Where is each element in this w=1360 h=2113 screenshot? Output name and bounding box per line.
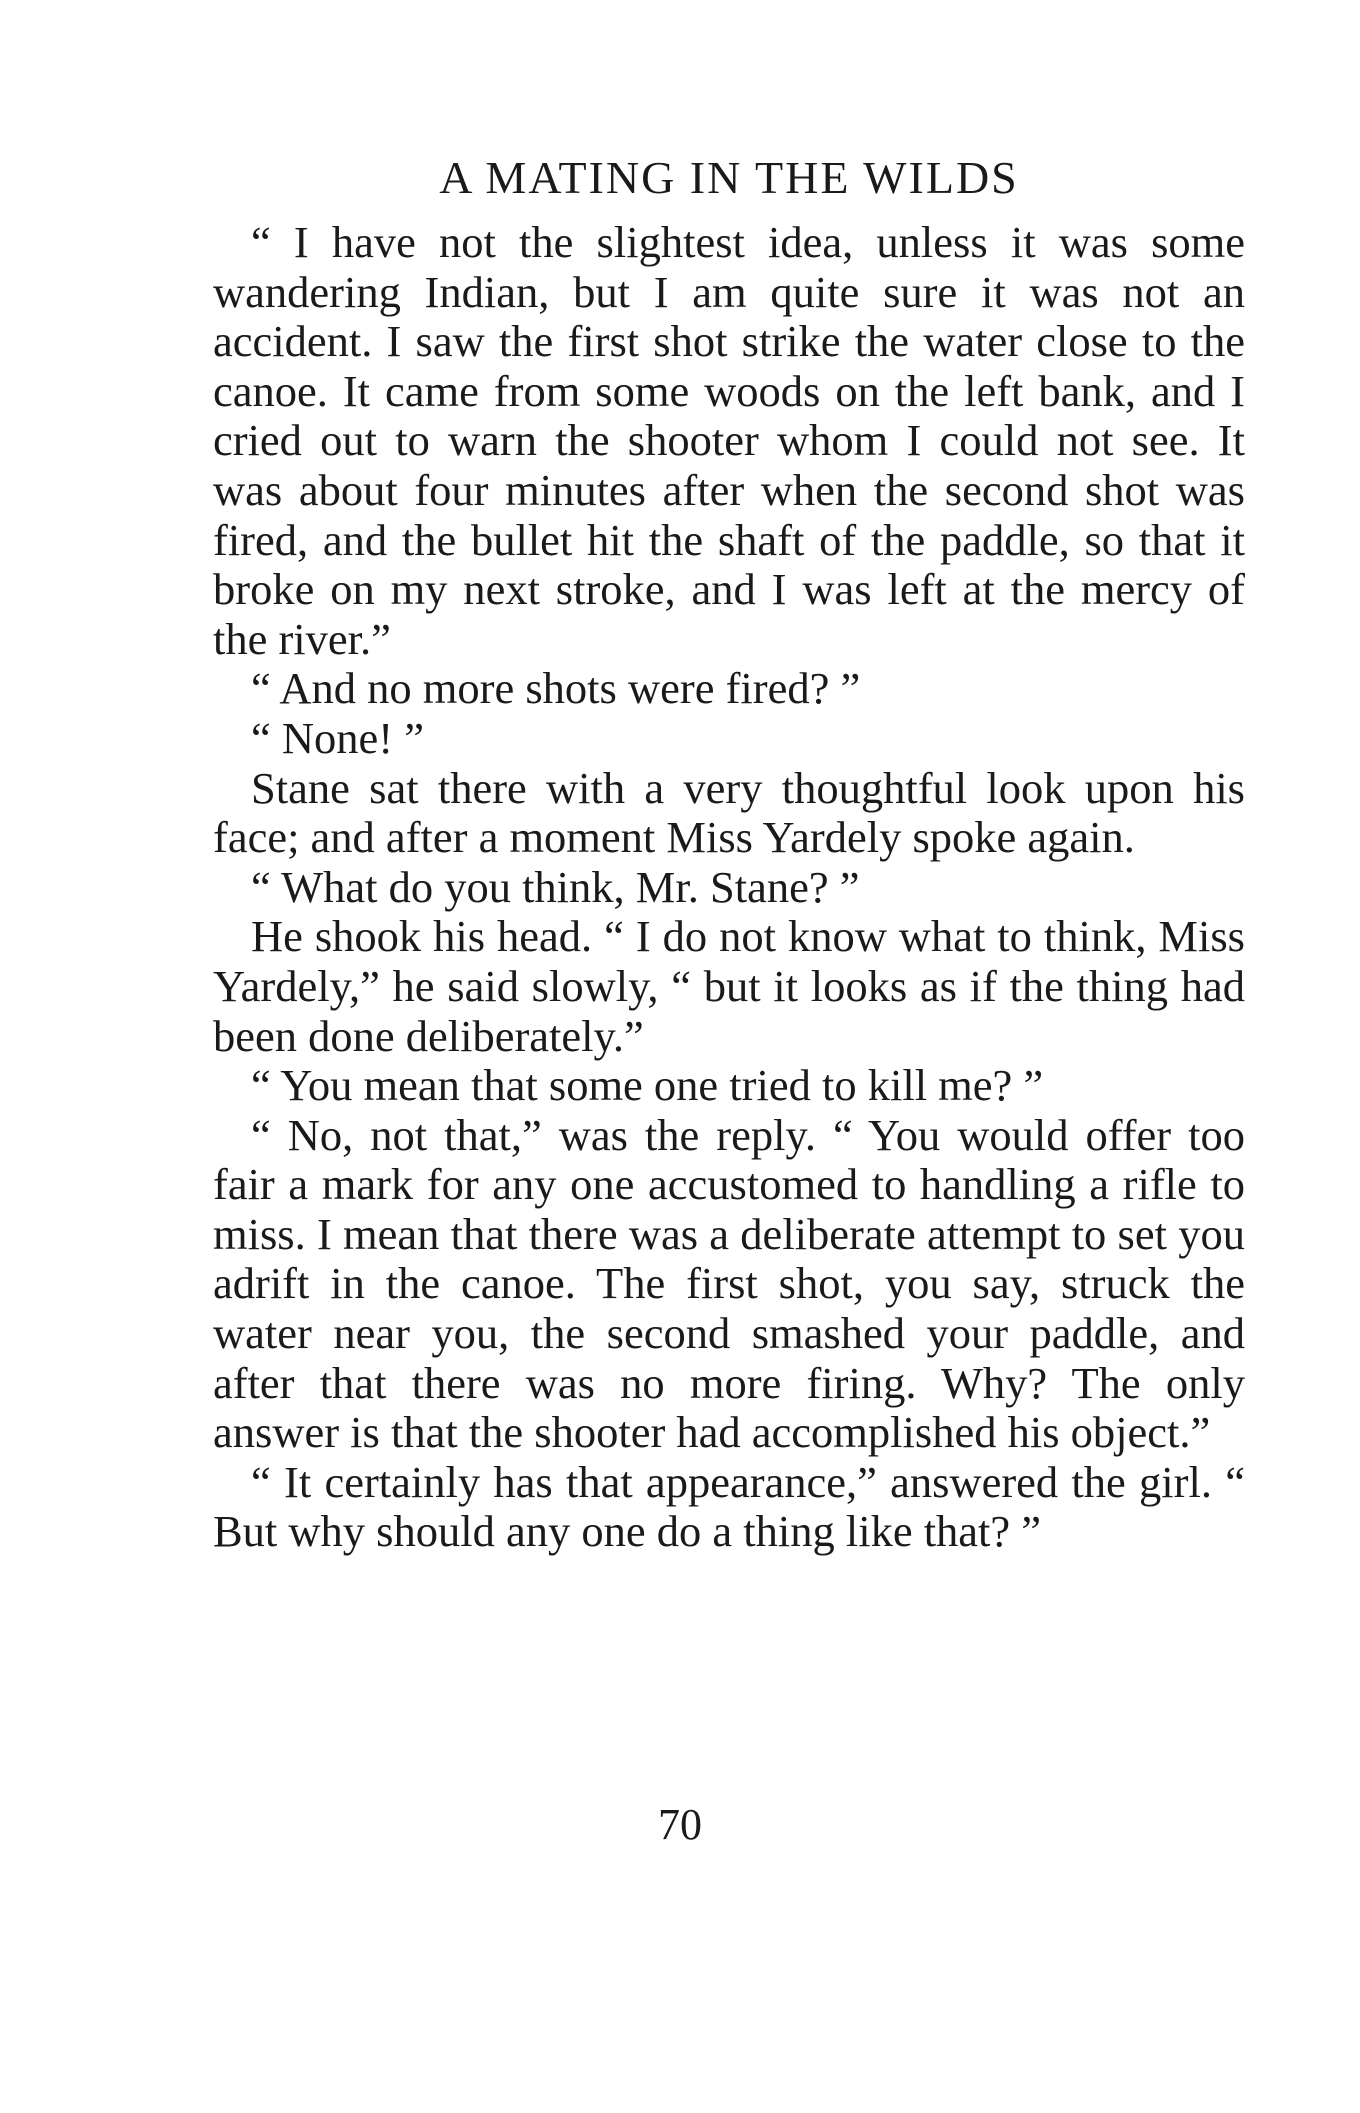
paragraph: “ It certainly has that appearance,” answered the girl. “ But why should any one do a thing like that? ” [213, 1456, 1245, 1557]
page-number: 70 [658, 1800, 702, 1849]
paragraph: “ I have not the slightest idea, unless it was some wandering Indian, but I am quite sure it was not an accident. I saw the first shot strike the water close to the canoe. It came from some woods on the left bank, and I cried out to warn the shooter whom I could not see. It was about four minutes after when the second shot was fired, and the bullet hit the shaft of the paddle, so that it broke on my next stroke, and I was left at the mercy of the river.” [213, 217, 1245, 664]
book-page [213, 150, 1245, 1557]
paragraph: He shook his head. “ I do not know what to think, Miss Yardely,” he said slowly, “ but it looks as if the thing had been done deliberately.” [213, 911, 1245, 1061]
paragraph: “ What do you think, Mr. Stane? ” [251, 861, 860, 912]
paragraph: “ You mean that some one tried to kill me? ” [251, 1060, 1044, 1111]
paragraph: “ No, not that,” was the reply. “ You would offer too fair a mark for any one accustomed to handling a rifle to miss. I mean that there was a deliberate attempt to set you adrift in the canoe. The first shot, you say, struck the water near you, the second smashed your paddle, and after that there was no more firing. Why? The only answer is that the shooter had accomplished his object.” [213, 1109, 1245, 1458]
paragraph: “ And no more shots were fired? ” [251, 663, 861, 714]
running-title: A MATING IN THE WILDS [439, 152, 1019, 203]
paragraph: “ None! ” [251, 712, 424, 763]
paragraph: Stane sat there with a very thoughtful look upon his face; and after a moment Miss Yardely spoke again. [213, 762, 1245, 863]
body-text [213, 218, 1245, 1557]
